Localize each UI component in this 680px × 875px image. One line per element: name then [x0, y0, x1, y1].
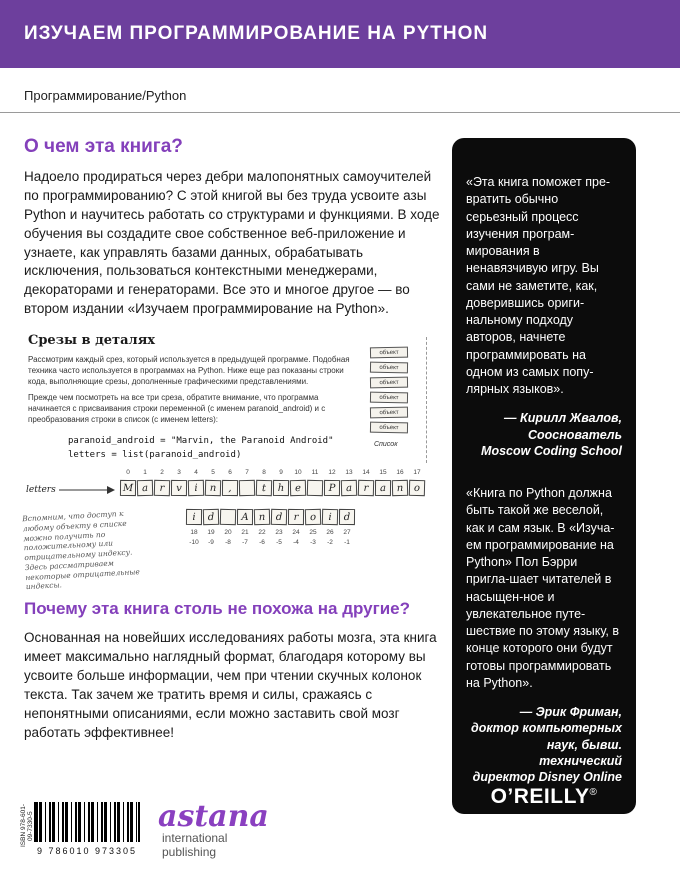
index-cell: 18: [190, 529, 198, 537]
index-cell: 22: [258, 529, 266, 537]
index-cell: 0: [126, 469, 130, 477]
letter-box: t: [256, 480, 272, 496]
letter-box: A: [237, 509, 253, 525]
barcode-digits: 9 786010 973305: [36, 846, 138, 856]
isbn-barcode-block: [20, 800, 154, 862]
section2-body: Основанная на новейших исследованиях работы мозга, эта книга имеет максимально наглядный формат, благодаря которому вы усвоите больше информации, чем при чтении скучных колонок текста. Так зачем же тратить время и силы, сражаясь с непонятными описаниями, если можно заставить свой мозг работать эффективнее!: [24, 630, 437, 740]
code-line-2: letters = list(paranoid_android): [68, 449, 242, 460]
list-label: Список: [374, 441, 398, 449]
quote-2-name: — Эрик Фриман,: [519, 705, 622, 719]
index-row-top: [120, 469, 425, 476]
handwritten-note: Вспомним, что доступ к любому объекту в списке можно получить по положительному или отрицательному индексу. Здесь рассматриваем некоторые отрицательные индексы.: [22, 509, 141, 592]
object-box: объект: [370, 377, 408, 389]
negative-index-cell: -5: [276, 539, 282, 547]
letter-boxes-row-1: [120, 480, 425, 496]
letter-box: e: [290, 480, 306, 496]
index-cell: 23: [275, 529, 283, 537]
letter-box: n: [392, 480, 408, 496]
letters-label: letters: [26, 485, 56, 496]
index-cell: 19: [207, 529, 215, 537]
index-cell: 10: [294, 469, 302, 477]
registered-mark: ®: [589, 787, 598, 799]
index-cell: 24: [292, 529, 300, 537]
index-cell: 1: [143, 469, 147, 477]
quote-1-name: — Кирилл Жвалов,: [504, 411, 622, 426]
quote-1-text: «Эта книга поможет пре-вратить обычно серьезный процесс изучения програм-мирования в ненавязчивую игру. Вы сами не заметите, как, доверившись ориги-нальному подходу авторов, начнете программировать на одном из самых попу-лярных языков».: [466, 175, 611, 396]
letter-box: a: [341, 480, 357, 496]
barcode-stripes: [34, 802, 140, 842]
index-cell: 11: [311, 469, 319, 477]
book-title: ИЗУЧАЕМ ПРОГРАММИРОВАНИЕ НА PYTHON: [24, 23, 489, 44]
negative-index-cell: -1: [344, 539, 350, 547]
index-cell: 4: [194, 469, 198, 477]
isbn-number: ISBN 978-601-09-7330-5: [20, 804, 34, 848]
publisher-line-1: international: [162, 831, 228, 845]
publisher-logo: [158, 799, 269, 860]
letter-boxes-row-2: [186, 509, 355, 525]
negative-index-cell: -7: [242, 539, 248, 547]
index-cell: 3: [177, 469, 181, 477]
letter-box: r: [154, 480, 170, 496]
letter-box: d: [339, 509, 355, 525]
oreilly-logo: [466, 785, 622, 809]
excerpt-paragraph-2: Прежде чем посмотреть на все три среза, обратите внимание, что программа начинается с присваивания строки переменной (с именем paranoid_android) и с преобразования строки в список (с именем letters):: [28, 393, 326, 424]
header-banner: [0, 0, 680, 68]
book-page-excerpt: [22, 333, 444, 592]
excerpt-title: Срезы в деталях: [28, 333, 156, 349]
letter-box: d: [203, 509, 219, 525]
index-cell: 20: [224, 529, 232, 537]
index-cell: 16: [396, 469, 404, 477]
letter-box: i: [322, 509, 338, 525]
index-cell: 26: [326, 529, 334, 537]
main-column: [24, 136, 444, 742]
index-cell: 8: [262, 469, 266, 477]
letter-box: ,: [222, 480, 238, 496]
negative-index-cell: -8: [225, 539, 231, 547]
index-cell: 2: [160, 469, 164, 477]
index-cell: 6: [228, 469, 232, 477]
arrow-right-icon: [59, 485, 115, 495]
quote-1-role-1: Сооснователь: [527, 427, 622, 442]
letter-box: v: [171, 480, 187, 496]
quote-1-attribution: [466, 410, 622, 459]
letter-box: a: [137, 480, 153, 496]
quote-1-role-2: Moscow Coding School: [481, 443, 622, 458]
section1-body: Надоело продираться через дебри малопонятных самоучителей по программированию? С этой книгой вы без труда усвоите азы Python и научитесь работать со структурами и функциями. В ходе обучения вы создадите свое собственное веб-приложение и узнаете, как управлять базами данных, обрабатывать исключения, пользоваться контекстными менеджерами, декораторами и генераторами. Все это и многое другое — во втором издании «Изучаем программирование на Python».: [24, 169, 440, 317]
section1-heading: О чем эта книга?: [24, 136, 183, 157]
quote-2-role-2: директор Disney Online: [472, 770, 622, 784]
negative-index-cell: -10: [189, 539, 199, 547]
letter-box: r: [358, 480, 374, 496]
object-box: объект: [370, 362, 408, 374]
letter-box: a: [375, 480, 391, 496]
page-edge-dashed-line: [426, 337, 427, 463]
index-cell: 13: [345, 469, 353, 477]
letter-box: i: [188, 480, 204, 496]
header-divider: [0, 112, 680, 113]
negative-index-cell: -9: [208, 539, 214, 547]
object-box-column: [370, 347, 410, 433]
negative-index-cell: -4: [293, 539, 299, 547]
object-box: объект: [370, 407, 408, 419]
excerpt-paragraph-1: Рассмотрим каждый срез, который используется в предыдущей программе. Подобная техника часто используется в программах на Python. Ниже еще раз показаны строки кода, выполняющие срезы, дополненные графическими представлениями.: [28, 355, 350, 386]
index-cell: 12: [328, 469, 336, 477]
letter-box: o: [409, 480, 425, 496]
negative-index-cell: -6: [259, 539, 265, 547]
letters-pointer: [26, 485, 115, 495]
letter-box: [239, 480, 255, 496]
letter-box: [307, 480, 323, 496]
letter-box: P: [324, 480, 340, 496]
publisher-line-2: publishing: [162, 844, 217, 859]
index-cell: 9: [279, 469, 283, 477]
index-cell: 27: [343, 529, 351, 537]
testimonials-panel: [452, 138, 636, 814]
excerpt-code-block: [68, 435, 334, 462]
index-cell: 15: [379, 469, 387, 477]
letter-box: h: [273, 480, 289, 496]
letter-box: i: [186, 509, 202, 525]
index-cell: 14: [362, 469, 370, 477]
negative-index-cell: -2: [327, 539, 333, 547]
letter-box: n: [205, 480, 221, 496]
quote-2-text: «Книга по Python должна быть такой же веселой, как и сам язык. В «Изуча-ем программирование на Python» Пол Бэрри пригла-шает читателей в насыщен-ное и увлекательное путе-шествие по этому языку, в конце которого они будут готовы программировать на Python».: [466, 486, 619, 690]
publisher-name: astana: [158, 799, 269, 834]
section2-heading: Почему эта книга столь не похожа на другие?: [24, 599, 410, 619]
letter-box: o: [305, 509, 321, 525]
negative-index-row: [186, 539, 355, 546]
index-cell: 25: [309, 529, 317, 537]
oreilly-logo-text: O’REILLY: [490, 785, 590, 809]
letter-box: d: [271, 509, 287, 525]
object-box: объект: [370, 347, 408, 359]
code-line-1: paranoid_android = "Marvin, the Paranoid Android": [68, 436, 334, 447]
letter-box: r: [288, 509, 304, 525]
negative-index-cell: -3: [310, 539, 316, 547]
index-cell: 21: [241, 529, 249, 537]
object-box: объект: [370, 422, 408, 434]
index-cell: 7: [245, 469, 249, 477]
category-label: Программирование/Python: [24, 88, 187, 103]
object-box: объект: [370, 392, 408, 404]
quote-2-role-1: доктор компьютерных наук, бывш. технический: [470, 721, 622, 768]
quote-2-attribution: [466, 704, 622, 785]
letter-box: [220, 509, 236, 525]
quote-spacer: [466, 459, 622, 485]
index-row-2: [186, 529, 355, 536]
index-cell: 5: [211, 469, 215, 477]
letter-box: n: [254, 509, 270, 525]
letter-box: M: [120, 480, 136, 496]
index-cell: 17: [413, 469, 421, 477]
